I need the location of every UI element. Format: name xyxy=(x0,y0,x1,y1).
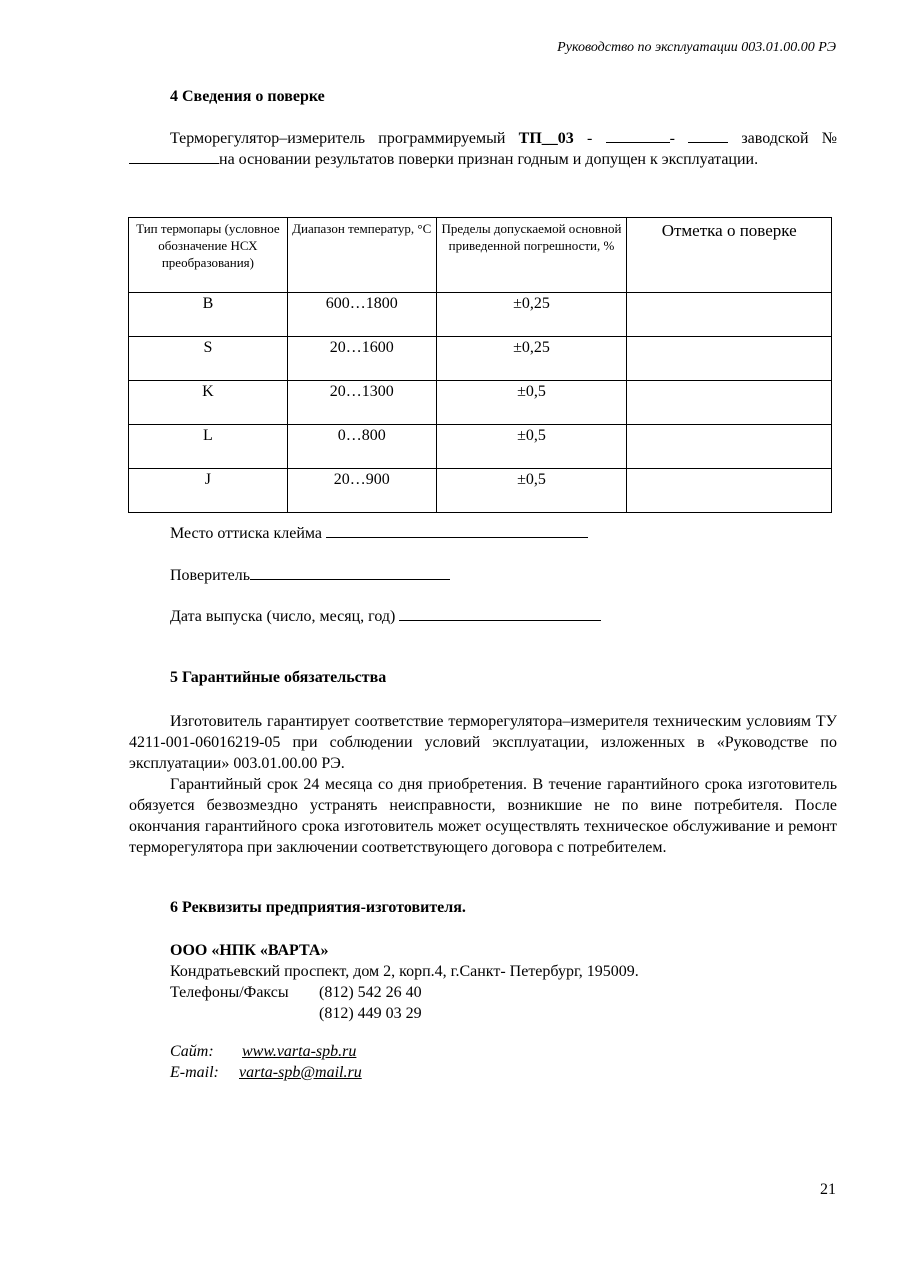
section-4-title: 4 Сведения о поверке xyxy=(170,88,325,105)
table-row xyxy=(129,293,832,337)
verification-paragraph xyxy=(129,128,837,170)
page-number: 21 xyxy=(820,1181,836,1198)
cell-thermocouple-type: J xyxy=(129,469,288,513)
table-row xyxy=(129,381,832,425)
model-separator: - xyxy=(573,130,606,147)
cell-thermocouple-type: L xyxy=(129,425,288,469)
phone-number-2: (812) 449 03 29 xyxy=(319,1005,422,1022)
table-header-row xyxy=(129,218,832,293)
release-date-blank xyxy=(399,606,601,621)
section-5-title: 5 Гарантийные обязательства xyxy=(170,669,387,686)
website-link[interactable]: www.varta-spb.ru xyxy=(242,1043,357,1060)
warranty-paragraph-1: Изготовитель гарантирует соответствие терморегулятора–измерителя техническим условиям ТУ 4211-001-06016219-05 при соблюдении условий эксплуатации, изложенных в «Руководстве по эксплуатации» 003.01.00.00 РЭ. xyxy=(129,713,837,772)
company-address: Кондратьевский проспект, дом 2, корп.4, г.Санкт- Петербург, 195009. xyxy=(170,963,639,980)
email-row xyxy=(170,1062,362,1083)
verification-text-rest: на основании результатов поверки признан годным и допущен к эксплуатации. xyxy=(219,151,759,168)
cell-error-limit: ±0,25 xyxy=(436,293,627,337)
cell-temperature-range: 20…900 xyxy=(287,469,436,513)
website-label: Сайт: xyxy=(170,1043,214,1060)
cell-error-limit: ±0,5 xyxy=(436,425,627,469)
table-row xyxy=(129,469,832,513)
phone-number-1: (812) 542 26 40 xyxy=(319,984,422,1001)
stamp-place-label: Место оттиска клейма xyxy=(170,525,327,542)
email-link[interactable]: varta-spb@mail.ru xyxy=(239,1064,362,1081)
verification-table xyxy=(128,217,832,513)
cell-error-limit: ±0,5 xyxy=(436,469,627,513)
verifier-field xyxy=(170,565,450,585)
column-header-error-limits: Пределы допускаемой основной приведенной погрешности, % xyxy=(436,218,627,293)
cell-verification-mark xyxy=(627,381,832,425)
table-row xyxy=(129,337,832,381)
cell-error-limit: ±0,5 xyxy=(436,381,627,425)
verifier-blank xyxy=(250,565,450,580)
model-suffix-blank xyxy=(688,128,728,143)
release-date-field xyxy=(170,606,601,626)
cell-verification-mark xyxy=(627,425,832,469)
cell-thermocouple-type: S xyxy=(129,337,288,381)
document-reference-header: Руководство по эксплуатации 003.01.00.00 РЭ xyxy=(557,40,836,55)
cell-verification-mark xyxy=(627,337,832,381)
email-label: E-mail: xyxy=(170,1064,219,1081)
cell-thermocouple-type: B xyxy=(129,293,288,337)
release-date-label: Дата выпуска (число, месяц, год) xyxy=(170,608,400,625)
variant-separator: - xyxy=(669,130,689,147)
section-6-title: 6 Реквизиты предприятия-изготовителя. xyxy=(170,899,466,916)
column-header-thermocouple-type: Тип термопары (условное обозначение НСХ преобразования) xyxy=(129,218,288,293)
column-header-verification-mark: Отметка о поверке xyxy=(627,218,832,293)
column-header-temperature-range: Диапазон температур, °С xyxy=(287,218,436,293)
cell-temperature-range: 20…1300 xyxy=(287,381,436,425)
cell-error-limit: ±0,25 xyxy=(436,337,627,381)
serial-number-blank xyxy=(129,149,219,164)
phones-label: Телефоны/Факсы xyxy=(170,984,289,1001)
cell-thermocouple-type: K xyxy=(129,381,288,425)
website-row xyxy=(170,1041,356,1062)
warranty-paragraph-2: Гарантийный срок 24 месяца со дня приобретения. В течение гарантийного срока изготовитель обязуется безвозмездно устранять неисправности, возникшие не по вине потребителя. После окончания гарантийного срока изготовитель может осуществлять техническое обслуживание и ремонт терморегулятора при заключении соответствующего договора с потребителем. xyxy=(129,776,837,856)
company-name: ООО «НПК «ВАРТА» xyxy=(170,942,329,959)
verifier-label: Поверитель xyxy=(170,567,251,584)
stamp-place-blank xyxy=(326,523,588,538)
cell-verification-mark xyxy=(627,469,832,513)
serial-number-label: заводской № xyxy=(728,130,838,147)
cell-temperature-range: 600…1800 xyxy=(287,293,436,337)
cell-verification-mark xyxy=(627,293,832,337)
table-row xyxy=(129,425,832,469)
device-model: ТП__03 xyxy=(518,130,574,147)
model-variant-blank xyxy=(606,128,670,143)
stamp-place-field xyxy=(170,523,588,543)
cell-temperature-range: 0…800 xyxy=(287,425,436,469)
cell-temperature-range: 20…1600 xyxy=(287,337,436,381)
verification-text-prefix: Терморегулятор–измеритель программируемый xyxy=(170,130,519,147)
